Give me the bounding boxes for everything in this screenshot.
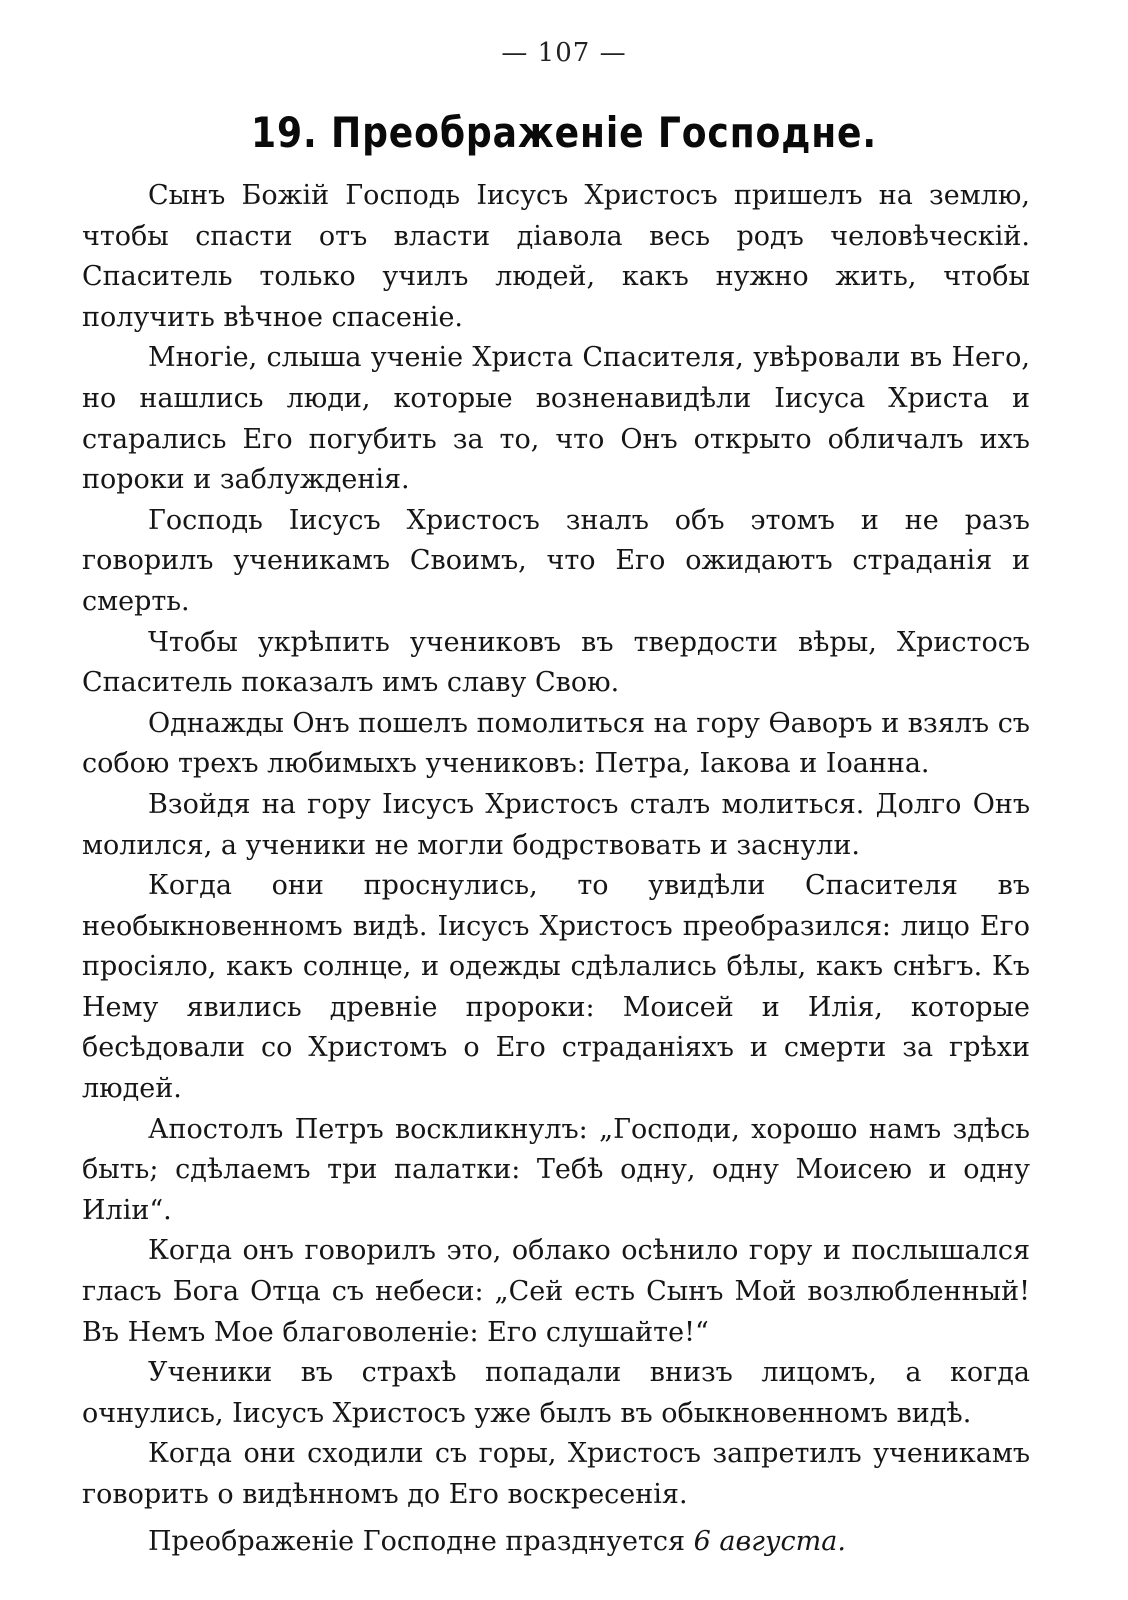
paragraph-3: Господь Іисусъ Христосъ зналъ объ этомъ и не разъ говорилъ ученикамъ Своимъ, что Его ожидаютъ страданія и смерть.	[82, 504, 1030, 617]
paragraph-5: Однажды Онъ пошелъ помолиться на гору Ѳаворъ и взялъ съ собою трехъ любимыхъ учениковъ: Петра, Іакова и Іоанна.	[82, 707, 1030, 780]
chapter-body	[82, 176, 1030, 1562]
paragraph-6: Взойдя на гору Іисусъ Христосъ сталъ молиться. Долго Онъ молился, а ученики не могли бодрствовать и заснули.	[82, 788, 1030, 861]
closing-text: Преображеніе Господне празднуется	[148, 1525, 694, 1557]
chapter-title: 19. Преображеніе Господне.	[251, 108, 877, 157]
paragraph-9: Когда онъ говорилъ это, облако осѣнило гору и послышался гласъ Бога Отца съ небеси: „Сей есть Сынъ Мой возлюбленный! Въ Немъ Мое благоволеніе: Его слушайте!“	[82, 1235, 1030, 1348]
paragraph-7: Когда они проснулись, то увидѣли Спасителя въ необыкновенномъ видѣ. Іисусъ Христосъ преобразился: лицо Его просіяло, какъ солнце, и одежды сдѣлались бѣлы, какъ снѣгъ. Къ Нему явились древніе пророки: Моисей и Илія, которые бесѣдовали со Христомъ о Его страданіяхъ и смерти за грѣхи людей.	[82, 870, 1030, 1105]
feast-date: 6 августа.	[693, 1525, 846, 1557]
paragraph-2: Многіе, слыша ученіе Христа Спасителя, увѣровали въ Него, но нашлись люди, которые возненавидѣли Іисуса Христа и старались Его погубить за то, что Онъ открыто обличалъ ихъ пороки и заблужденія.	[82, 342, 1030, 496]
closing-paragraph	[82, 1522, 1030, 1563]
page-number: — 107 —	[501, 38, 627, 68]
paragraph-4: Чтобы укрѣпить учениковъ въ твердости вѣры, Христосъ Спаситель показалъ имъ славу Свою.	[82, 626, 1030, 699]
paragraph-11: Когда они сходили съ горы, Христосъ запретилъ ученикамъ говорить о видѣнномъ до Его воскресенія.	[82, 1438, 1030, 1510]
paragraph-10: Ученики въ страхѣ попадали внизъ лицомъ, а когда очнулись, Іисусъ Христосъ уже былъ въ обыкновенномъ видѣ.	[82, 1357, 1030, 1429]
paragraph-1: Сынъ Божій Господь Іисусъ Христосъ пришелъ на землю, чтобы спасти отъ власти діавола весь родъ человѣческій. Спаситель только училъ людей, какъ нужно жить, чтобы получить вѣчное спасеніе.	[82, 180, 1030, 333]
paragraph-8: Апостолъ Петръ воскликнулъ: „Господи, хорошо намъ здѣсь быть; сдѣлаемъ три палатки: Тебѣ одну, одну Моисею и одну Иліи“.	[82, 1113, 1030, 1226]
